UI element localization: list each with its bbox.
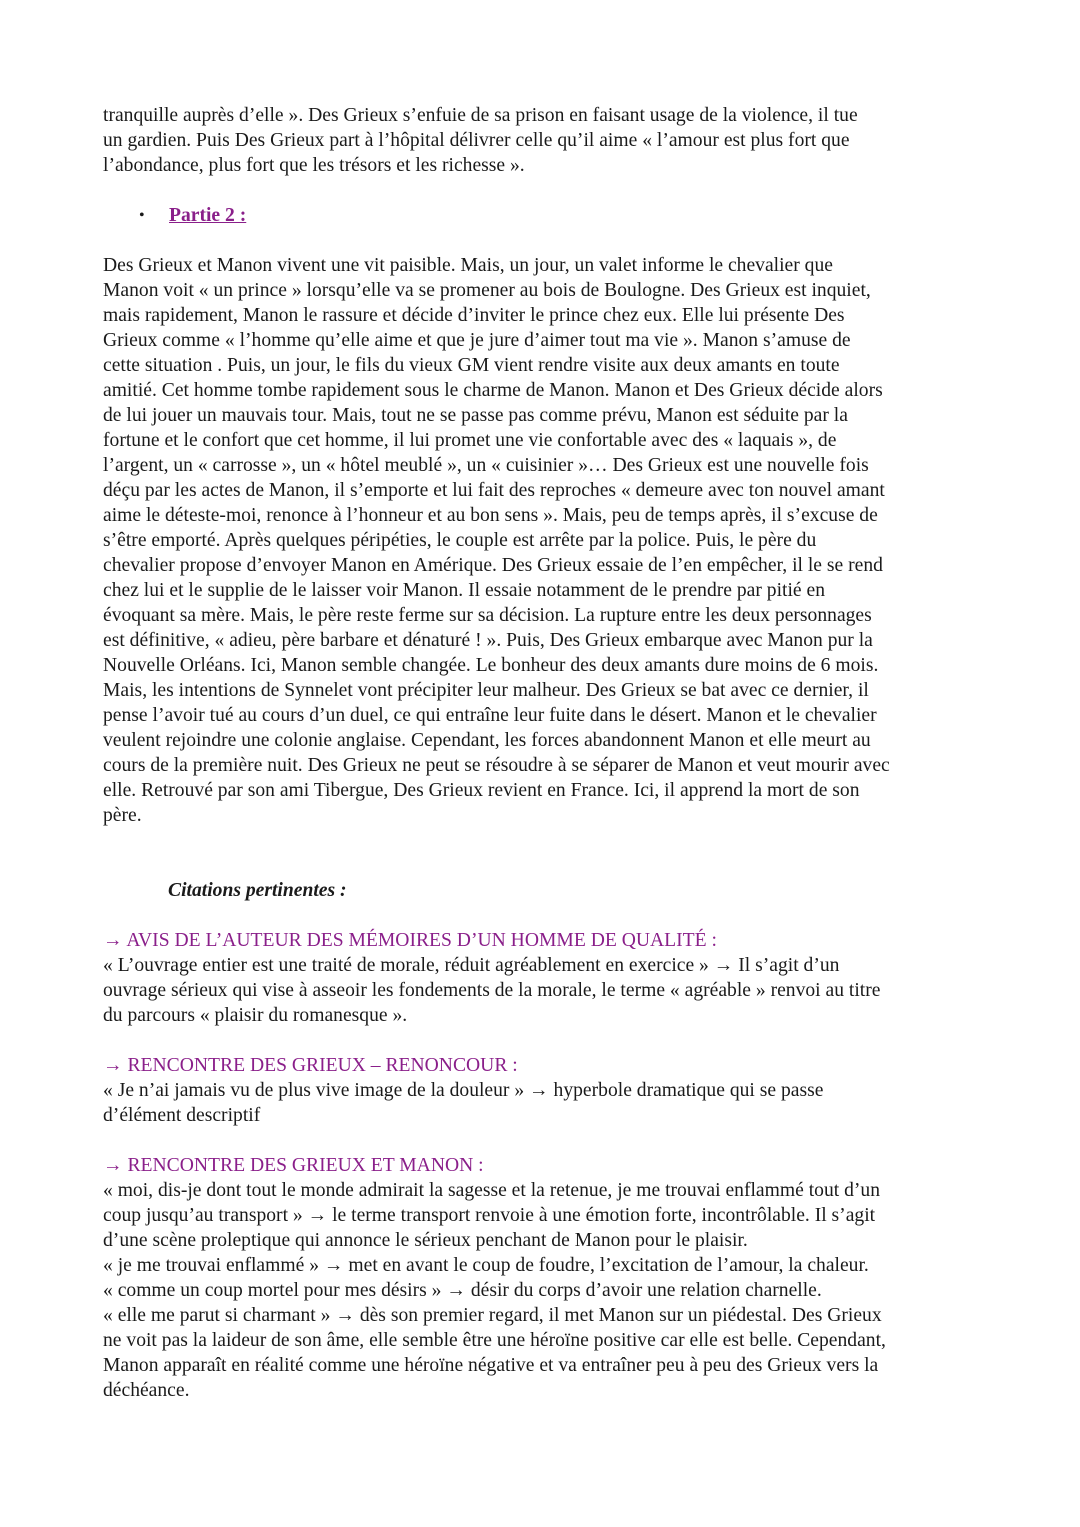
part-2-summary xyxy=(103,253,983,828)
text-line: Des Grieux et Manon vivent une vit paisible. Mais, un jour, un valet informe le chevalier que xyxy=(103,255,833,276)
citations-title: Citations pertinentes : xyxy=(168,880,347,901)
text-line: de lui jouer un mauvais tour. Mais, tout ne se passe pas comme prévu, Manon est séduite par la xyxy=(103,405,848,426)
text-line: l’argent, un « carrosse », un « hôtel meublé », un « cuisinier »… Des Grieux est une nouvelle fois xyxy=(103,455,869,476)
text-line: d’une scène proleptique qui annonce le sérieux penchant de Manon pour le plaisir. xyxy=(103,1230,748,1251)
text-line: fortune et le confort que cet homme, il lui promet une vie confortable avec des « laquais », de xyxy=(103,430,837,451)
text-line: « elle me parut si charmant » → dès son premier regard, il met Manon sur un piédestal. Des Grieux xyxy=(103,1305,882,1326)
text-line: Manon apparaît en réalité comme une héroïne négative et va entraîner peu à peu des Grieux vers la xyxy=(103,1355,879,1376)
intro-paragraph xyxy=(103,103,983,178)
citation-heading: → RENCONTRE DES GRIEUX – RENONCOUR : xyxy=(103,1055,518,1076)
text-line: d’élément descriptif xyxy=(103,1105,261,1126)
text-line: Mais, les intentions de Synnelet vont précipiter leur malheur. Des Grieux se bat avec ce dernier, il xyxy=(103,680,869,701)
text-line: déchéance. xyxy=(103,1380,190,1401)
text-line: s’être emporté. Après quelques péripéties, le couple est arrête par la police. Puis, le père du xyxy=(103,530,817,551)
text-line: déçu par les actes de Manon, il s’emporte et lui fait des reproches « demeure avec ton nouvel amant xyxy=(103,480,885,501)
text-line: Manon voit « un prince » lorsqu’elle va se promener au bois de Boulogne. Des Grieux est inquiet, xyxy=(103,280,871,301)
text-line: cette situation . Puis, un jour, le fils du vieux GM vient rendre visite aux deux amants en toute xyxy=(103,355,840,376)
text-line: elle. Retrouvé par son ami Tibergue, Des Grieux revient en France. Ici, il apprend la mort de son xyxy=(103,780,860,801)
text-line: du parcours « plaisir du romanesque ». xyxy=(103,1005,408,1026)
text-line: père. xyxy=(103,805,142,826)
text-line: coup jusqu’au transport » → le terme transport renvoie à une émotion forte, incontrôlable. Il s’agit xyxy=(103,1205,876,1226)
text-line: amitié. Cet homme tombe rapidement sous le charme de Manon. Manon et Des Grieux décide alors xyxy=(103,380,883,401)
text-line: est définitive, « adieu, père barbare et dénaturé ! ». Puis, Des Grieux embarque avec Manon pur la xyxy=(103,630,873,651)
citation-block-renoncour xyxy=(103,1053,983,1128)
bullet-icon: • xyxy=(139,207,145,224)
part-2-heading xyxy=(139,203,983,228)
text-line: évoquant sa mère. Mais, le père reste ferme sur sa décision. La rupture entre les deux personnages xyxy=(103,605,872,626)
citation-heading: → RENCONTRE DES GRIEUX ET MANON : xyxy=(103,1155,484,1176)
text-line: « L’ouvrage entier est une traité de morale, réduit agréablement en exercice » → Il s’agit d’un xyxy=(103,955,840,976)
text-line: « comme un coup mortel pour mes désirs » → désir du corps d’avoir une relation charnelle. xyxy=(103,1280,822,1301)
text-line: veulent rejoindre une colonie anglaise. Cependant, les forces abandonnent Manon et elle meurt au xyxy=(103,730,871,751)
text-line: pense l’avoir tué au cours d’un duel, ce qui entraîne leur fuite dans le désert. Manon et le chevalier xyxy=(103,705,877,726)
text-line: ouvrage sérieux qui vise à asseoir les fondements de la morale, le terme « agréable » renvoi au titre xyxy=(103,980,881,1001)
text-line: Grieux comme « l’homme qu’elle aime et que je jure d’aimer tout ma vie ». Manon s’amuse de xyxy=(103,330,851,351)
part-2-title: Partie 2 : xyxy=(169,205,247,226)
text-line: chez lui et le supplie de le laisser voir Manon. Il essaie notamment de le prendre par pitié en xyxy=(103,580,825,601)
text-line: ne voit pas la laideur de son âme, elle semble être une héroïne positive car elle est belle. Cependant, xyxy=(103,1330,886,1351)
text-line: cours de la première nuit. Des Grieux ne peut se résoudre à se séparer de Manon et veut mourir avec xyxy=(103,755,890,776)
text-line: un gardien. Puis Des Grieux part à l’hôpital délivrer celle qu’il aime « l’amour est plus fort que xyxy=(103,130,850,151)
text-line: mais rapidement, Manon le rassure et décide d’inviter le prince chez eux. Elle lui présente Des xyxy=(103,305,845,326)
text-line: aime le déteste-moi, renonce à l’honneur et au bon sens ». Mais, peu de temps après, il s’excuse de xyxy=(103,505,878,526)
text-line: « Je n’ai jamais vu de plus vive image de la douleur » → hyperbole dramatique qui se passe xyxy=(103,1080,824,1101)
text-line: Nouvelle Orléans. Ici, Manon semble changée. Le bonheur des deux amants dure moins de 6 mois. xyxy=(103,655,879,676)
citation-block-avis-auteur xyxy=(103,928,983,1028)
text-line: tranquille auprès d’elle ». Des Grieux s’enfuie de sa prison en faisant usage de la violence, il tue xyxy=(103,105,858,126)
document-page xyxy=(103,103,983,1428)
text-line: l’abondance, plus fort que les trésors et les richesse ». xyxy=(103,155,525,176)
citation-heading: → AVIS DE L’AUTEUR DES MÉMOIRES D’UN HOMME DE QUALITÉ : xyxy=(103,930,717,951)
citation-block-manon xyxy=(103,1153,983,1403)
text-line: « je me trouvai enflammé » → met en avant le coup de foudre, l’excitation de l’amour, la chaleur. xyxy=(103,1255,869,1276)
text-line: « moi, dis-je dont tout le monde admirait la sagesse et la retenue, je me trouvai enflammé tout d’un xyxy=(103,1180,880,1201)
text-line: chevalier propose d’envoyer Manon en Amérique. Des Grieux essaie de l’en empêcher, il le se rend xyxy=(103,555,883,576)
